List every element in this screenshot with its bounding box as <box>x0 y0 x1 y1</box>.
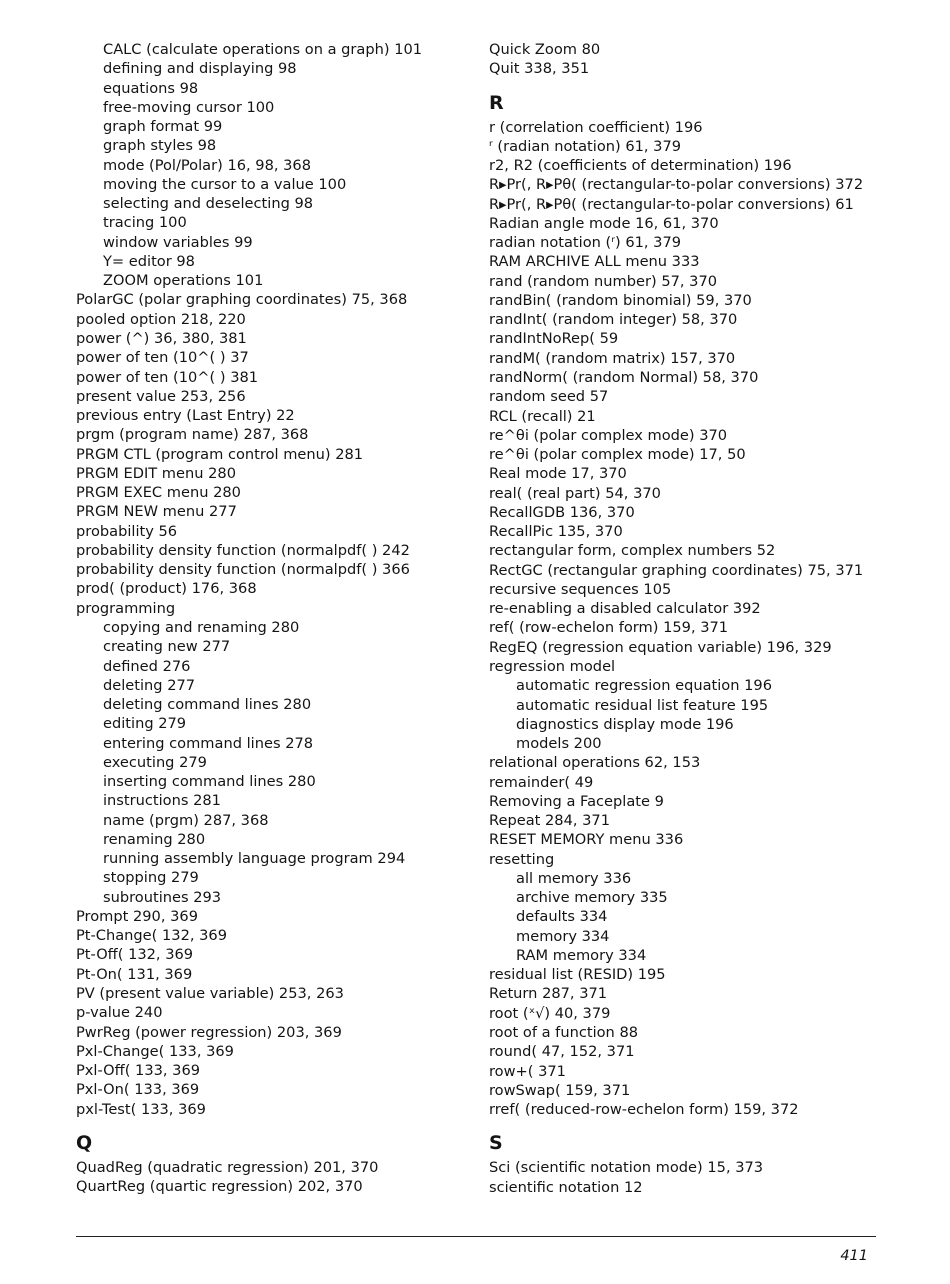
index-subentry: all memory 336 <box>516 869 632 887</box>
index-subentry: deleting command lines 280 <box>103 696 312 714</box>
index-entry: scientific notation 12 <box>489 1178 643 1196</box>
page-number: 411 <box>840 1248 868 1264</box>
index-entry: r (correlation coefficient) 196 <box>489 118 703 136</box>
index-entry: randNorm( (random Normal) 58, 370 <box>489 368 759 386</box>
index-entry: Real mode 17, 370 <box>489 465 627 483</box>
index-entry: regression model <box>489 657 616 675</box>
index-entry: QuartReg (quartic regression) 202, 370 <box>76 1178 363 1196</box>
index-subentry: editing 279 <box>103 715 187 733</box>
index-entry: pooled option 218, 220 <box>76 310 246 328</box>
index-entry: rowSwap( 159, 371 <box>489 1081 631 1099</box>
index-entry: rectangular form, complex numbers 52 <box>489 542 776 560</box>
index-subentry: running assembly language program 294 <box>103 850 406 868</box>
index-entry: probability density function (normalpdf( ) 366 <box>76 561 410 579</box>
index-entry: randIntNoRep( 59 <box>489 330 619 348</box>
index-entry: round( 47, 152, 371 <box>489 1043 635 1061</box>
index-entry: random seed 57 <box>489 388 609 406</box>
index-entry: power of ten (10^( ) 381 <box>76 368 259 386</box>
index-entry: radian notation (ʳ) 61, 379 <box>489 234 682 252</box>
index-subentry: stopping 279 <box>103 869 199 887</box>
index-subentry: ZOOM operations 101 <box>103 272 264 290</box>
index-subentry: defined 276 <box>103 657 191 675</box>
index-entry: relational operations 62, 153 <box>489 754 701 772</box>
index-entry: R▸Pr(, R▸Pθ( (rectangular-to-polar conversions) 61 <box>489 195 854 213</box>
index-entry: PRGM EXEC menu 280 <box>76 484 241 502</box>
index-entry: PV (present value variable) 253, 263 <box>76 985 344 1003</box>
index-entry: rand (random number) 57, 370 <box>489 272 718 290</box>
index-subentry: instructions 281 <box>103 792 221 810</box>
index-entry: Pt-On( 131, 369 <box>76 965 193 983</box>
index-entry: row+( 371 <box>489 1062 566 1080</box>
index-subentry: defaults 334 <box>516 908 608 926</box>
index-subentry: memory 334 <box>516 927 610 945</box>
index-entry: QuadReg (quadratic regression) 201, 370 <box>76 1158 379 1176</box>
index-subentry: archive memory 335 <box>516 889 668 907</box>
index-entry: real( (real part) 54, 370 <box>489 484 661 502</box>
index-entry: randBin( (random binomial) 59, 370 <box>489 291 752 309</box>
index-entry: power (^) 36, 380, 381 <box>76 329 247 347</box>
index-entry: r2, R2 (coefficients of determination) 196 <box>489 157 792 175</box>
index-entry: Quit 338, 351 <box>489 60 590 78</box>
index-subentry: automatic regression equation 196 <box>516 677 772 695</box>
index-subentry: graph format 99 <box>103 118 223 136</box>
index-subentry: subroutines 293 <box>103 888 222 906</box>
index-entry: Radian angle mode 16, 61, 370 <box>489 214 719 232</box>
index-entry: re^θi (polar complex mode) 370 <box>489 426 728 444</box>
index-column-right <box>489 40 909 1197</box>
index-entry: Sci (scientific notation mode) 15, 373 <box>489 1159 764 1177</box>
index-entry: PRGM CTL (program control menu) 281 <box>76 445 364 463</box>
index-entry: Quick Zoom 80 <box>489 41 601 58</box>
index-entry: rref( (reduced-row-echelon form) 159, 372 <box>489 1101 799 1119</box>
index-entry: Removing a Faceplate 9 <box>489 792 664 810</box>
index-subentry: diagnostics display mode 196 <box>516 715 734 733</box>
index-entry: ʳ (radian notation) 61, 379 <box>489 137 682 155</box>
index-entry: root (ˣ√) 40, 379 <box>489 1004 611 1022</box>
index-entry: probability density function (normalpdf( ) 242 <box>76 541 410 559</box>
index-entry: recursive sequences 105 <box>489 580 672 598</box>
index-entry: Pxl-Change( 133, 369 <box>76 1042 234 1060</box>
section-letter: R <box>489 91 504 114</box>
index-subentry: copying and renaming 280 <box>103 618 300 636</box>
index-entry: Repeat 284, 371 <box>489 812 610 830</box>
index-subentry: automatic residual list feature 195 <box>516 696 769 714</box>
index-column-left <box>76 40 476 1196</box>
index-entry: Pt-Change( 132, 369 <box>76 927 227 945</box>
index-entry: power of ten (10^( ) 37 <box>76 349 249 367</box>
index-entry: prod( (product) 176, 368 <box>76 580 257 598</box>
index-entry: p-value 240 <box>76 1004 163 1022</box>
index-subentry: deleting 277 <box>103 676 196 694</box>
index-subentry: Y= editor 98 <box>103 252 195 270</box>
index-subentry: name (prgm) 287, 368 <box>103 811 269 829</box>
index-subentry: selecting and deselecting 98 <box>103 195 314 213</box>
index-entry: Pt-Off( 132, 369 <box>76 946 194 964</box>
index-subentry: inserting command lines 280 <box>103 773 316 791</box>
index-subentry: free-moving cursor 100 <box>103 98 275 116</box>
index-entry: randInt( (random integer) 58, 370 <box>489 311 738 329</box>
footer-rule <box>76 1236 876 1237</box>
index-entry: randM( (random matrix) 157, 370 <box>489 349 736 367</box>
index-entry: PRGM NEW menu 277 <box>76 503 237 521</box>
index-entry: RCL (recall) 21 <box>489 407 596 425</box>
index-entry: previous entry (Last Entry) 22 <box>76 407 295 425</box>
index-subentry: entering command lines 278 <box>103 734 314 752</box>
index-entry: root of a function 88 <box>489 1024 639 1042</box>
index-entry: probability 56 <box>76 522 178 540</box>
index-entry: programming <box>76 599 176 617</box>
index-subentry: CALC (calculate operations on a graph) 101 <box>103 41 423 58</box>
index-entry: resetting <box>489 850 555 868</box>
index-subentry: equations 98 <box>103 79 199 97</box>
index-entry: pxl-Test( 133, 369 <box>76 1100 206 1118</box>
index-entry: residual list (RESID) 195 <box>489 966 666 984</box>
index-subentry: tracing 100 <box>103 214 187 232</box>
section-letter: Q <box>76 1131 93 1154</box>
index-entry: Pxl-On( 133, 369 <box>76 1081 200 1099</box>
index-subentry: mode (Pol/Polar) 16, 98, 368 <box>103 156 311 174</box>
index-subentry: executing 279 <box>103 753 207 771</box>
index-entry: RegEQ (regression equation variable) 196, 329 <box>489 638 832 656</box>
index-entry: RAM ARCHIVE ALL menu 333 <box>489 253 700 271</box>
index-subentry: window variables 99 <box>103 233 253 251</box>
index-entry: Pxl-Off( 133, 369 <box>76 1062 201 1080</box>
index-entry: RecallGDB 136, 370 <box>489 503 635 521</box>
index-entry: present value 253, 256 <box>76 387 246 405</box>
index-entry: RecallPic 135, 370 <box>489 523 623 541</box>
section-letter: S <box>489 1132 503 1155</box>
index-subentry: graph styles 98 <box>103 137 217 155</box>
index-entry: PwrReg (power regression) 203, 369 <box>76 1023 342 1041</box>
index-subentry: defining and displaying 98 <box>103 60 297 78</box>
index-subentry: RAM memory 334 <box>516 946 647 964</box>
index-entry: prgm (program name) 287, 368 <box>76 426 309 444</box>
index-entry: remainder( 49 <box>489 773 594 791</box>
index-entry: Prompt 290, 369 <box>76 907 198 925</box>
index-entry: Return 287, 371 <box>489 985 608 1003</box>
index-subentry: moving the cursor to a value 100 <box>103 175 347 193</box>
index-entry: RESET MEMORY menu 336 <box>489 831 684 849</box>
index-entry: re^θi (polar complex mode) 17, 50 <box>489 446 746 464</box>
index-subentry: models 200 <box>516 735 602 753</box>
index-entry: PolarGC (polar graphing coordinates) 75, 368 <box>76 291 408 309</box>
index-entry: R▸Pr(, R▸Pθ( (rectangular-to-polar conversions) 372 <box>489 176 864 194</box>
index-entry: ref( (row-echelon form) 159, 371 <box>489 619 729 637</box>
index-subentry: renaming 280 <box>103 830 206 848</box>
index-entry: RectGC (rectangular graphing coordinates) 75, 371 <box>489 561 864 579</box>
index-subentry: creating new 277 <box>103 638 231 656</box>
index-entry: re-enabling a disabled calculator 392 <box>489 600 761 618</box>
index-entry: PRGM EDIT menu 280 <box>76 464 236 482</box>
